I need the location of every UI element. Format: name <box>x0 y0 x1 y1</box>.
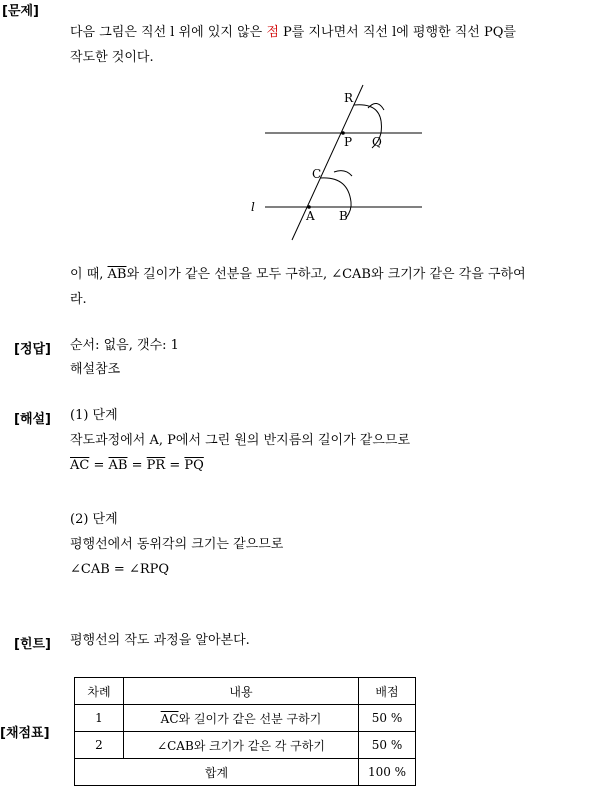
rubric-row-2-content: ∠CAB와 크기가 같은 각 구하기 <box>124 732 359 759</box>
rubric-total-label: 합계 <box>75 759 359 786</box>
eq-sign-3: = <box>169 458 181 473</box>
seg-pq: $\overline{PQ}$ <box>184 458 204 473</box>
rubric-row-1-seg: $\overline{AC}$ <box>160 711 179 726</box>
hint-text: 평행선의 작도 과정을 알아본다. <box>70 633 250 648</box>
label-r: R <box>344 91 354 105</box>
hint-label: [힌트] <box>14 637 51 652</box>
problem-line-2: 작도한 것이다. <box>70 50 154 65</box>
question-b: 와 길이가 같은 선분을 모두 구하고, ∠CAB와 크기가 같은 각을 구하여 <box>126 267 526 282</box>
step2-text: 평행선에서 동위각의 크기는 같으므로 <box>70 537 284 552</box>
rubric-row-1-num: 1 <box>75 705 124 732</box>
question-line-2: 라. <box>70 292 87 307</box>
seg-ac: $\overline{AC}$ <box>70 458 90 473</box>
rubric-table <box>74 677 416 786</box>
construction-figure <box>240 80 440 250</box>
arc-tick-c <box>334 171 352 176</box>
problem-red-word: 점 <box>266 25 279 40</box>
question-a: 이 때, <box>70 267 108 282</box>
eq-sign-2: = <box>131 458 143 473</box>
rubric-total-points: 100 % <box>359 759 416 786</box>
answer-line-1: 순서: 없음, 갯수: 1 <box>70 338 179 353</box>
problem-line-1b: P를 지나면서 직선 l에 평행한 직선 PQ를 <box>278 25 516 40</box>
rubric-header-row <box>75 678 416 705</box>
rubric-row-1-text: 와 길이가 같은 선분 구하기 <box>178 711 322 726</box>
step2-title: (2) 단계 <box>70 512 118 527</box>
transversal-line <box>292 85 363 240</box>
question-line-1 <box>70 267 526 283</box>
rubric-row-2 <box>75 732 416 759</box>
problem-label: [문제] <box>2 4 39 19</box>
label-p: P <box>344 135 353 149</box>
rubric-row-2-points: 50 % <box>359 732 416 759</box>
rubric-header-num: 차례 <box>75 678 124 705</box>
step1-equation <box>70 458 204 474</box>
answer-line-2: 해설참조 <box>70 362 121 377</box>
step1-title: (1) 단계 <box>70 408 118 423</box>
step2-equation: ∠CAB = ∠RPQ <box>70 562 170 577</box>
rubric-header-points: 배점 <box>359 678 416 705</box>
solution-label: [해설] <box>14 412 51 427</box>
label-c: C <box>312 167 322 181</box>
seg-ab: $\overline{AB}$ <box>108 458 128 473</box>
rubric-total-row <box>75 759 416 786</box>
label-a: A <box>306 209 315 223</box>
rubric-row-1-content <box>124 705 359 732</box>
rubric-label: [채점표] <box>0 726 50 741</box>
rubric-row-1 <box>75 705 416 732</box>
rubric-row-1-points: 50 % <box>359 705 416 732</box>
answer-label: [정답] <box>14 342 51 357</box>
rubric-header-content: 내용 <box>124 678 359 705</box>
eq-sign-1: = <box>93 458 105 473</box>
step1-text: 작도과정에서 A, P에서 그린 원의 반지름의 길이가 같으므로 <box>70 433 411 448</box>
label-q: Q <box>372 135 382 149</box>
rubric-row-2-num: 2 <box>75 732 124 759</box>
label-l: l <box>251 200 255 214</box>
problem-line-1 <box>70 25 516 41</box>
seg-pr: $\overline{PR}$ <box>146 458 166 473</box>
problem-line-1a: 다음 그림은 직선 l 위에 있지 않은 <box>70 25 267 40</box>
question-seg-ab: $\overline{AB}$ <box>107 267 127 282</box>
label-b: B <box>339 209 348 223</box>
